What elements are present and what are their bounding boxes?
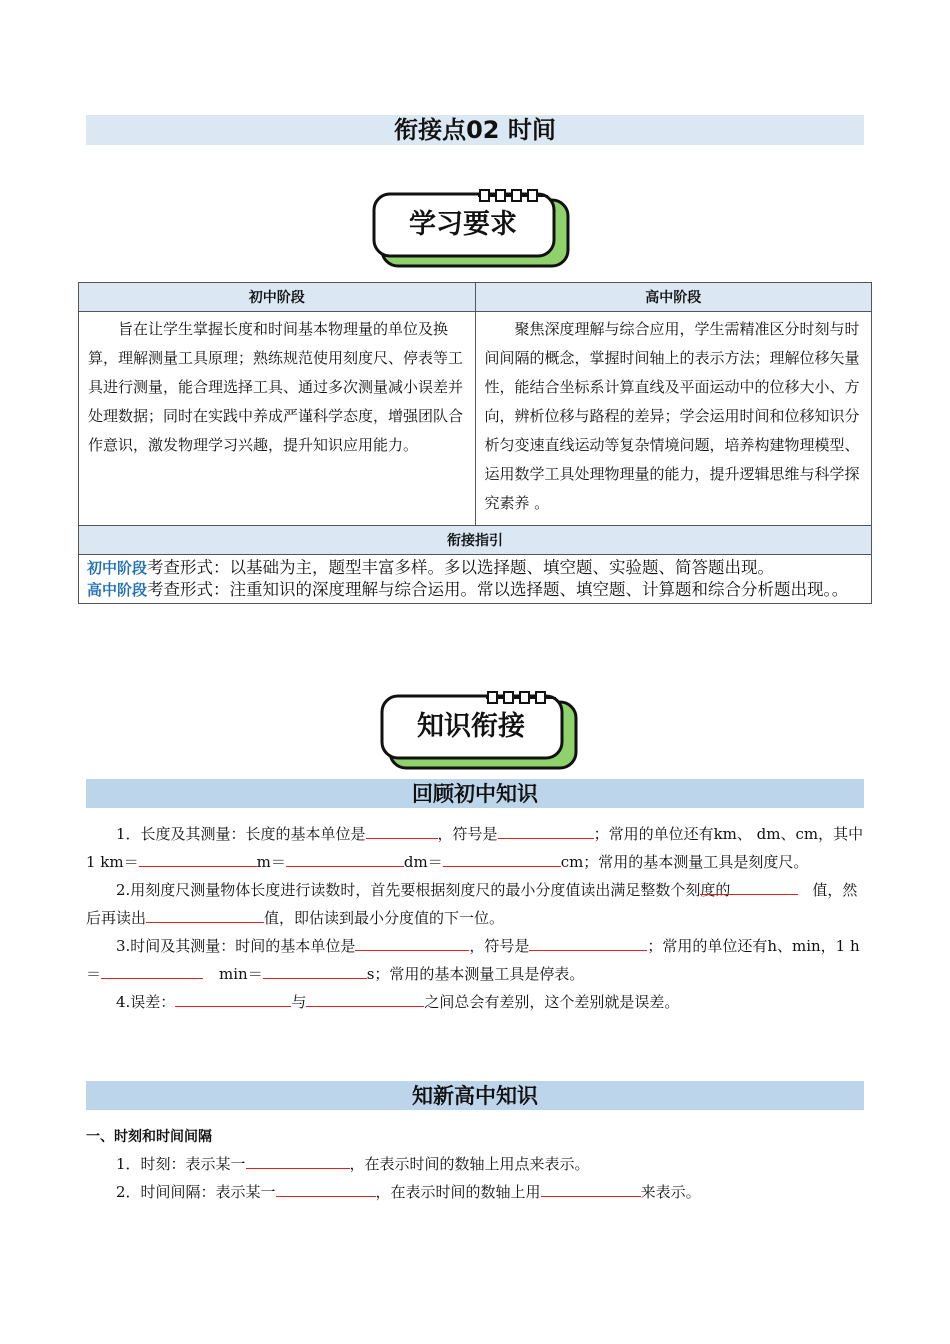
q3-text: min＝ [219,965,263,983]
section-heading-1: 一、时刻和时间间隔 [86,1129,212,1145]
question-2 [86,876,866,932]
fill-blank[interactable] [286,848,404,867]
q2-text: 2.用刻度尺测量物体长度进行读数时，首先要根据刻度尺的最小分度值读出满足整数个刻度的 [116,881,731,899]
guide-content [79,555,872,604]
item-2-text: 来表示。 [640,1183,701,1201]
item-2 [86,1178,866,1206]
col-junior-header: 初中阶段 [79,283,476,312]
question-1 [86,820,866,876]
requirements-badge [372,188,568,264]
fill-blank[interactable] [175,988,291,1007]
q1-text: m＝ [256,853,286,871]
question-4 [86,988,866,1016]
item-1 [86,1150,866,1178]
fill-blank[interactable] [366,820,438,839]
item-2-text: ，在表示时间的数轴上用 [375,1183,541,1201]
fill-blank[interactable] [246,1150,350,1169]
fill-blank[interactable] [355,932,469,951]
q4-text: 与 [291,993,307,1011]
q4-text: 之间总会有差别，这个差别就是误差。 [424,993,680,1011]
fill-blank[interactable] [139,848,257,867]
guide-senior [87,579,863,601]
new-section-header: 知新高中知识 [86,1081,864,1110]
fill-blank[interactable] [443,848,561,867]
q3-text: ，符号是 [469,937,530,955]
page-title-bar [86,115,864,145]
fill-blank[interactable] [263,960,367,979]
q1-text: 1．长度及其测量：长度的基本单位是 [116,825,366,843]
page-title: 衔接点02 时间 [394,116,556,144]
senior-requirements: 聚焦深度理解与综合应用，学生需精准区分时刻与时间间隔的概念，掌握时间轴上的表示方法；理解位移矢量性，能结合坐标系计算直线及平面运动中的位移大小、方向，辨析位移与路程的差异；学会运用时间和位移知识分析匀变速直线运动等复杂情境问题，培养构建物理模型、运用数学工具处理物理量的能力，提升逻辑思维与科学探究素养 。 [484,320,860,512]
guide-senior-label: 高中阶段 [87,581,148,599]
knowledge-badge-label: 知识衔接 [417,711,525,742]
item-2-text: 2．时间间隔：表示某一 [116,1183,276,1201]
q2-text: 值，即估读到最小分度值的下一位。 [264,909,505,927]
fill-blank[interactable] [498,820,594,839]
question-3 [86,932,866,988]
fill-blank[interactable] [306,988,424,1007]
fill-blank[interactable] [541,1178,641,1197]
fill-blank[interactable] [529,932,647,951]
fill-blank[interactable] [101,960,203,979]
review-questions [86,820,866,1016]
col-senior-header: 高中阶段 [475,283,872,312]
guide-header: 衔接指引 [79,526,872,555]
guide-junior-label: 初中阶段 [87,559,148,577]
junior-requirements: 旨在让学生掌握长度和时间基本物理量的单位及换算，理解测量工具原理；熟练规范使用刻度尺、停表等工具进行测量，能合理选择工具、通过多次测量减小误差并处理数据；同时在实践中养成严谨科学态度，增强团队合作意识，激发物理学习兴趣，提升知识应用能力。 [88,320,464,454]
review-section-header: 回顾初中知识 [86,779,864,808]
q1-text: ；常用的单位还有km、 dm、cm，其中1 km＝ [86,825,864,871]
guide-junior [87,557,863,579]
requirements-badge-label: 学习要求 [409,209,517,240]
q3-text: s；常用的基本测量工具是停表。 [366,965,585,983]
item-1-text: ，在表示时间的数轴上用点来表示。 [349,1155,590,1173]
q3-text: ；常用的单位还有h、min，1 h＝ [86,937,860,983]
fill-blank[interactable] [700,876,798,895]
q4-text: 4.误差： [116,993,176,1011]
guide-senior-text: 考查形式：注重知识的深度理解与综合运用。常以选择题、填空题、计算题和综合分析题出现。。 [147,580,849,599]
q2-text: 值，然后再读出 [86,881,858,927]
q1-text: cm；常用的基本测量工具是刻度尺。 [560,853,809,871]
item-1-text: 1．时刻：表示某一 [116,1155,246,1173]
guide-junior-text: 考查形式：以基础为主，题型丰富多样。多以选择题、填空题、实验题、简答题出现。 [147,558,775,577]
q3-text: 3.时间及其测量：时间的基本单位是 [116,937,356,955]
q1-text: ，符号是 [437,825,498,843]
knowledge-badge [380,690,576,766]
new-knowledge-items [86,1150,866,1206]
q1-text: dm＝ [403,853,443,871]
fill-blank[interactable] [146,904,264,923]
requirements-table [78,282,872,604]
fill-blank[interactable] [276,1178,376,1197]
